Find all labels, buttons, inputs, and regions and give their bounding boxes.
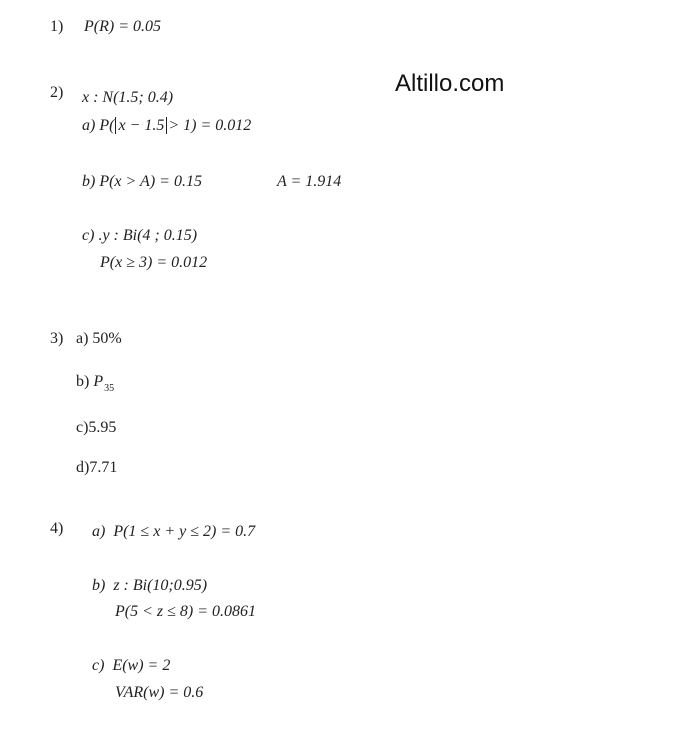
q4-b-answer [92, 577, 207, 595]
q3-b-label: b) [76, 373, 90, 390]
q2-a-prefix: P( [99, 117, 115, 134]
q4-c-variance: VAR(w) = 0.6 [115, 684, 204, 701]
q4-b-label: b) [92, 577, 106, 594]
q2-c-answer [82, 227, 197, 245]
q4-c-answer [92, 657, 170, 675]
q4-b-probability: P(5 < z ≤ 8) = 0.0861 [115, 603, 257, 620]
q4-a-label: a) [92, 523, 106, 540]
q2-distribution: x : N(1.5; 0.4) [82, 89, 174, 106]
q3-b-subscript: 35 [104, 383, 115, 394]
q2-b-result: A = 1.914 [277, 173, 342, 190]
q2-c-probability: P(x ≥ 3) = 0.012 [100, 254, 208, 271]
q4-number: 4) [50, 520, 64, 537]
q2-a-absolute-value: x − 1.5 [115, 117, 167, 134]
q4-c-label: c) [92, 657, 105, 674]
q2-number: 2) [50, 84, 64, 101]
watermark: Altillo.com [395, 70, 505, 97]
q2-a-label: a) [82, 117, 96, 134]
q3-number: 3) [50, 330, 64, 347]
q2-b-answer: b) P(x > A) = 0.15 [82, 173, 202, 190]
q2-c-distribution: .y : Bi(4 ; 0.15) [98, 227, 198, 244]
q2-c-label: c) [82, 227, 95, 244]
q3-d-answer: d)7.71 [76, 459, 118, 476]
q3-b-answer [76, 373, 114, 398]
q4-b-distribution: z : Bi(10;0.95) [113, 577, 208, 594]
q2-a-suffix: > 1) = 0.012 [168, 117, 252, 134]
q4-c-mean: E(w) = 2 [112, 657, 171, 674]
q1-number: 1) [50, 18, 64, 35]
q2-a-answer [82, 117, 251, 135]
q3-b-percentile: P [93, 373, 104, 390]
q4-a-expression: P(1 ≤ x + y ≤ 2) = 0.7 [113, 523, 256, 540]
q3-a-answer: a) 50% [76, 330, 122, 347]
q4-a-answer [92, 523, 255, 541]
q1-answer: P(R) = 0.05 [84, 18, 161, 35]
q3-c-answer: c)5.95 [76, 419, 117, 436]
